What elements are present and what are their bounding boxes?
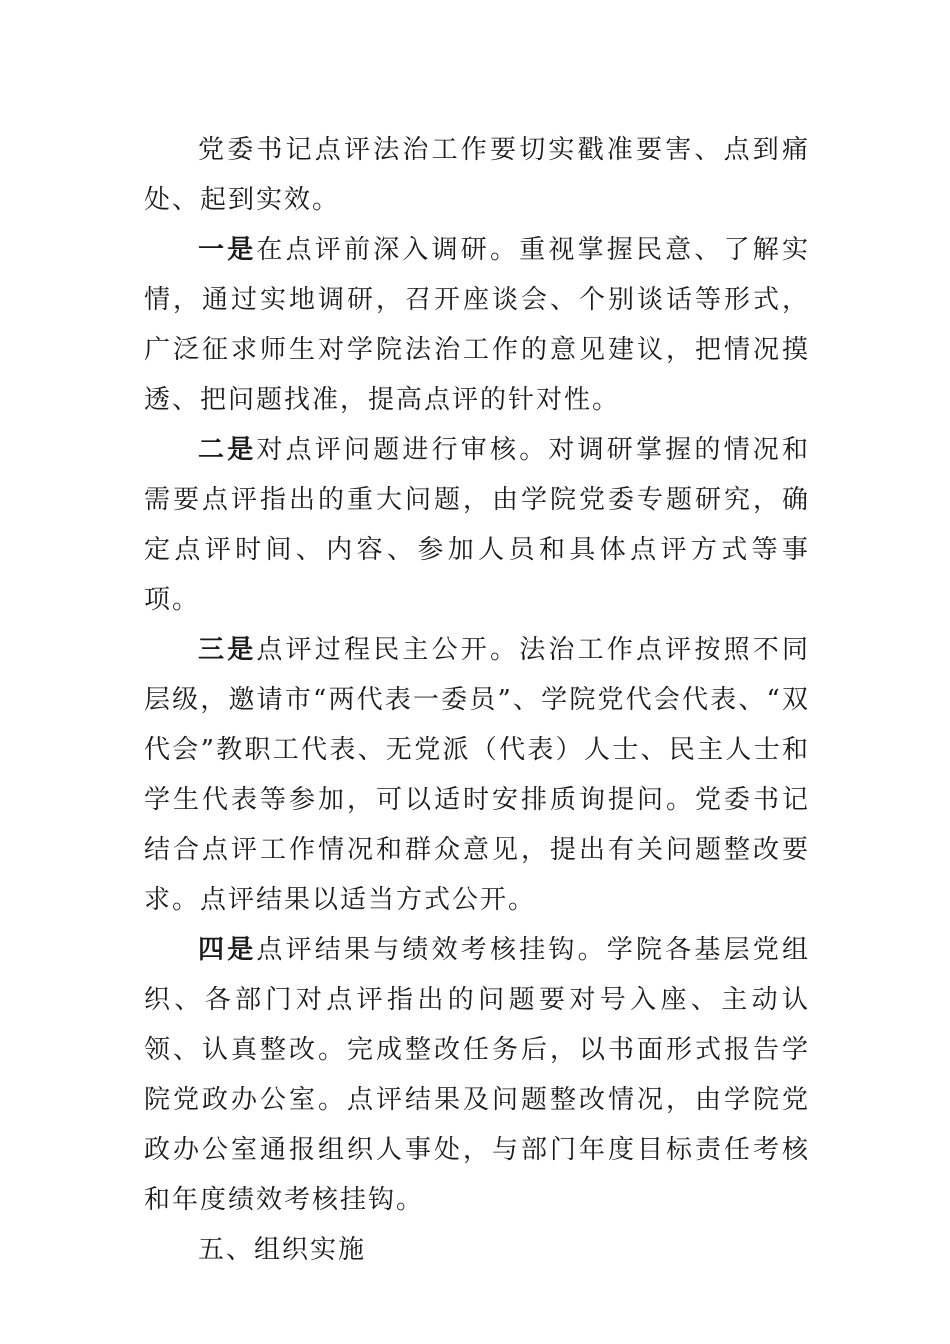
item-paragraph-4 — [144, 925, 810, 1225]
section-heading: 五、组织实施 — [198, 1235, 367, 1265]
document-body — [144, 125, 810, 1275]
item-text-4: 点评结果与绩效考核挂钩。学院各基层党组织、各部门对点评指出的问题要对号入座、主动认领、认真整改。完成整改任务后，以书面形式报告学院党政办公室。点评结果及问题整改情况，由学院党政办公室通报组织人事处，与部门年度目标责任考核和年度绩效考核挂钩。 — [144, 935, 810, 1215]
item-text-1: 在点评前深入调研。重视掌握民意、了解实情，通过实地调研，召开座谈会、个别谈话等形式，广泛征求师生对学院法治工作的意见建议，把情况摸透、把问题找准，提高点评的针对性。 — [144, 235, 810, 415]
item-paragraph-2 — [144, 425, 810, 625]
item-text-3: 点评过程民主公开。法治工作点评按照不同层级，邀请市“两代表一委员”、学院党代会代表、“双代会”教职工代表、无党派（代表）人士、民主人士和学生代表等参加，可以适时安排质询提问。党委书记结合点评工作情况和群众意见，提出有关问题整改要求。点评结果以适当方式公开。 — [144, 635, 810, 915]
item-lead-2: 二是 — [198, 435, 257, 465]
item-paragraph-1 — [144, 225, 810, 425]
item-text-2: 对点评问题进行审核。对调研掌握的情况和需要点评指出的重大问题，由学院党委专题研究，确定点评时间、内容、参加人员和具体点评方式等事项。 — [144, 435, 810, 615]
item-lead-4: 四是 — [198, 935, 257, 965]
item-lead-1: 一是 — [198, 235, 257, 265]
item-paragraph-3 — [144, 625, 810, 925]
intro-paragraph: 党委书记点评法治工作要切实戳准要害、点到痛处、起到实效。 — [144, 135, 810, 215]
item-lead-3: 三是 — [198, 635, 257, 665]
